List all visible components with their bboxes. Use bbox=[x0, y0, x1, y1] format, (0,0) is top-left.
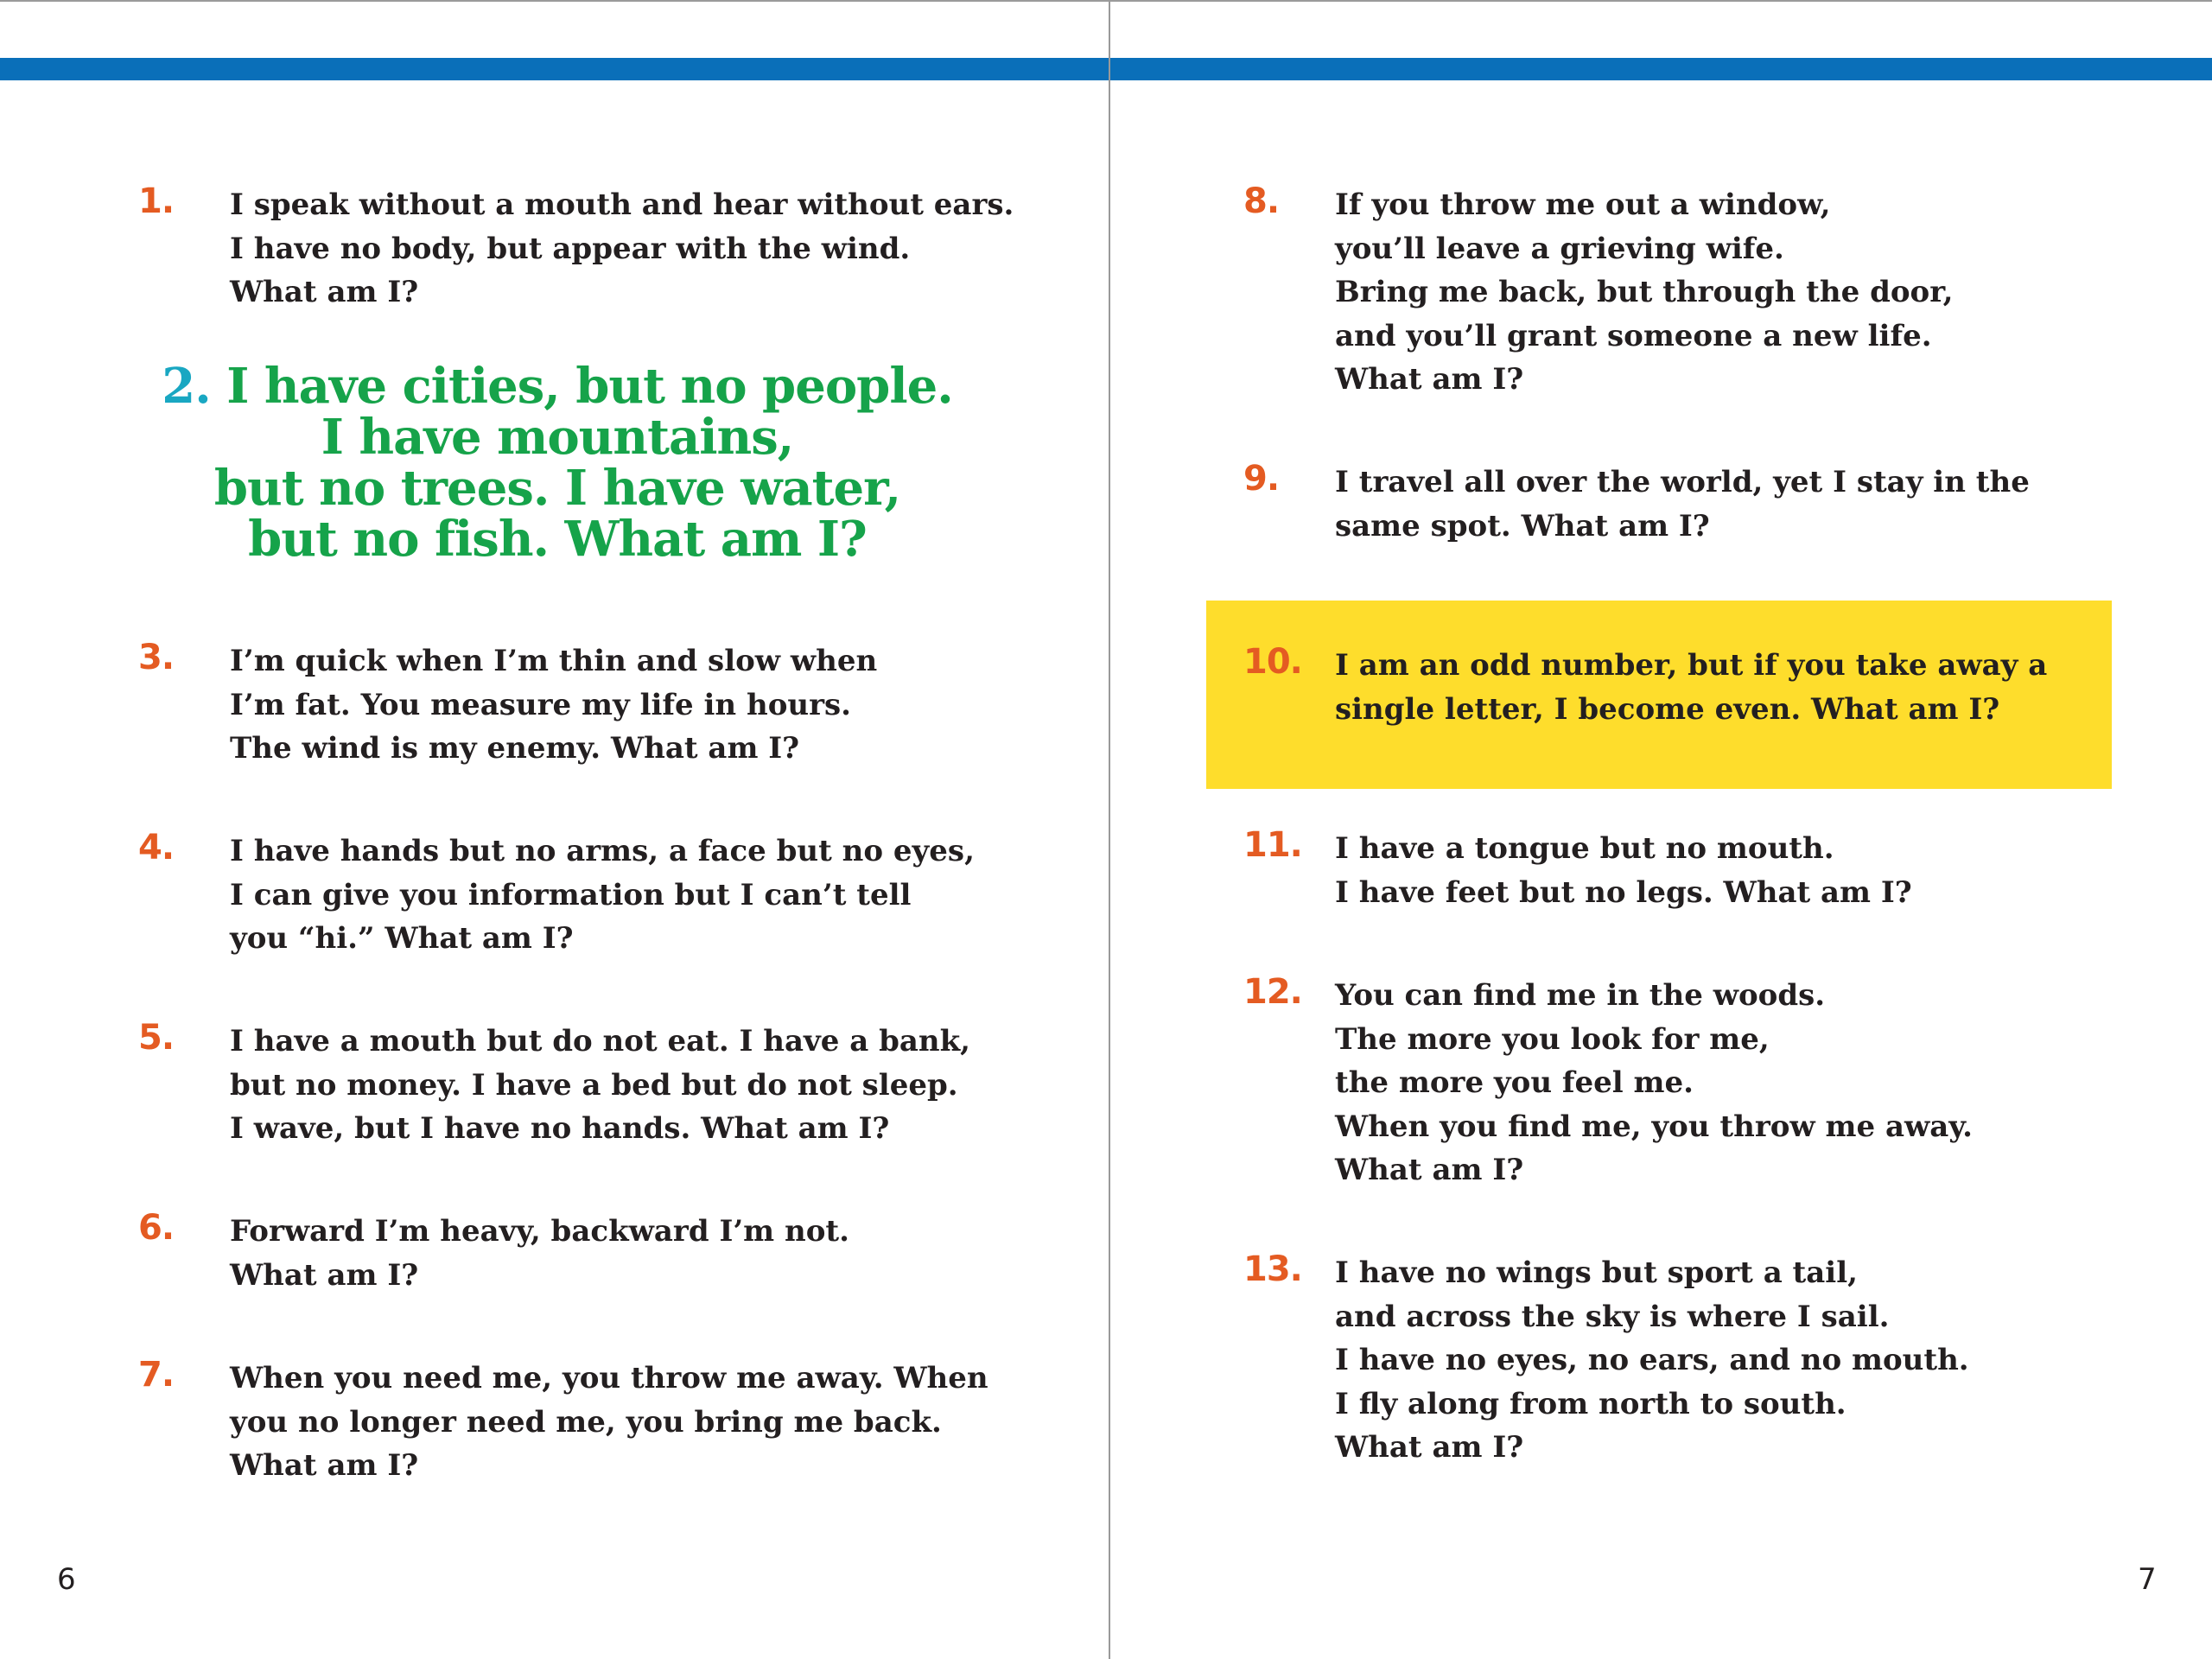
page-number-left: 6 bbox=[57, 1562, 76, 1597]
riddle-number: 4. bbox=[138, 828, 175, 868]
featured-riddle bbox=[130, 358, 985, 568]
riddle-text: I have hands but no arms, a face but no eyes, I can give you information but I can’t tell you “hi.” What am I? bbox=[230, 834, 975, 956]
riddle-number: 11. bbox=[1243, 825, 1302, 865]
riddle-text: I have no wings but sport a tail, and across the sky is where I sail. I have no eyes, no ears, and no mouth. I fly along from north to south. What am I? bbox=[1335, 1255, 1969, 1465]
riddle-number: 12. bbox=[1243, 972, 1302, 1012]
riddle-text: When you need me, you throw me away. When you no longer need me, you bring me back. What am I? bbox=[230, 1361, 988, 1483]
riddle-number: 8. bbox=[1243, 181, 1280, 221]
riddle-number: 13. bbox=[1243, 1249, 1302, 1289]
featured-riddle-text: I have cities, but no people. I have mountains, but no trees. I have water, but no fish. What am I? bbox=[213, 358, 953, 568]
riddle-number: 1. bbox=[138, 181, 175, 221]
riddle-text: Forward I’m heavy, backward I’m not. What am I? bbox=[230, 1214, 849, 1293]
riddle-text: I am an odd number, but if you take away a single letter, I become even. What am I? bbox=[1335, 648, 2048, 727]
riddle-text: If you throw me out a window, you’ll leave a grieving wife. Bring me back, but through the door, and you’ll grant someone a new life. What am I? bbox=[1335, 188, 1954, 397]
riddle-text: I travel all over the world, yet I stay in the same spot. What am I? bbox=[1335, 465, 2030, 543]
riddle-number: 6. bbox=[138, 1208, 175, 1248]
riddle-number: 10. bbox=[1243, 642, 1302, 682]
riddle-text: I’m quick when I’m thin and slow when I’m fat. You measure my life in hours. The wind is my enemy. What am I? bbox=[230, 644, 878, 766]
riddle-number: 7. bbox=[138, 1355, 175, 1395]
riddle-text: You can find me in the woods. The more you look for me, the more you feel me. When you find me, you throw me away. What am I? bbox=[1335, 978, 1973, 1187]
riddle-text: I have a tongue but no mouth. I have feet but no legs. What am I? bbox=[1335, 831, 1912, 910]
riddle-text: I speak without a mouth and hear without ears. I have no body, but appear with the wind. What am I? bbox=[230, 188, 1014, 309]
featured-riddle-number: 2. bbox=[162, 358, 211, 415]
riddle-number: 5. bbox=[138, 1018, 175, 1058]
riddle-number: 9. bbox=[1243, 459, 1280, 499]
page-number-right: 7 bbox=[2138, 1562, 2157, 1597]
riddle-text: I have a mouth but do not eat. I have a bank, but no money. I have a bed but do not sleep. I wave, but I have no hands. What am I? bbox=[230, 1024, 971, 1146]
riddle-number: 3. bbox=[138, 638, 175, 677]
right-page bbox=[1110, 0, 2212, 1659]
